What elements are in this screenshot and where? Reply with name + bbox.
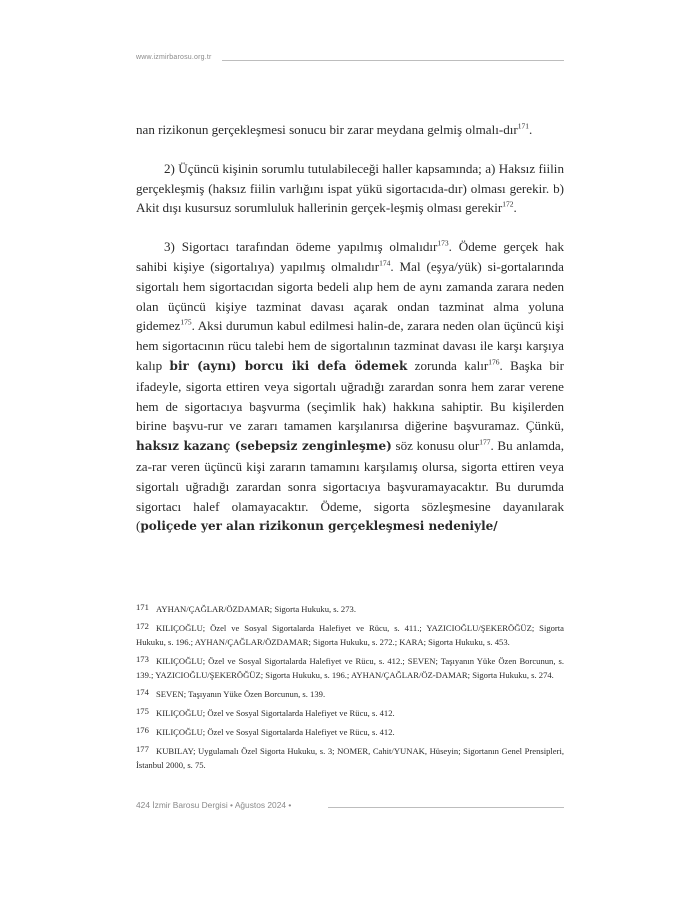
footnote-text: KILIÇOĞLU; Özel ve Sosyal Sigortalarda Halefiyet ve Rücu, s. 412.	[156, 727, 395, 737]
footnote-177	[136, 744, 564, 772]
footnote-number: 177	[136, 744, 149, 754]
footnote-number: 176	[136, 725, 149, 735]
footer-rule	[328, 807, 564, 808]
page-footer	[136, 800, 564, 814]
main-text	[136, 120, 564, 537]
footnote-ref-174: 174	[379, 258, 391, 268]
footnote-number: 175	[136, 706, 149, 716]
footnote-number: 174	[136, 687, 149, 697]
footnote-text: KILIÇOĞLU; Özel ve Sosyal Sigortalarda Halefiyet ve Rücu, s. 412.; SEVEN; Taşıyanın Yüke Özen Borcunun, s. 139.; YAZICIOĞLU/ŞEKERÖĞÜZ; Sigorta Hukuku, s. 196.; AYHAN/ÇAĞLAR/ÖZ-DAMAR; Sigorta Hukuku, s. 274.	[136, 656, 564, 680]
footnote-ref-173: 173	[437, 238, 449, 248]
header-rule	[222, 60, 564, 61]
footnote-172	[136, 621, 564, 649]
bold-phrase-2: haksız kazanç (sebepsiz zenginleşme)	[136, 439, 392, 454]
footnote-ref-175: 175	[180, 318, 192, 328]
footnote-175	[136, 706, 564, 720]
footnote-text: KUBILAY; Uygulamalı Özel Sigorta Hukuku, s. 3; NOMER, Cahit/YUNAK, Hüseyin; Sigortanın Genel Prensipleri, İstanbul 2000, s. 75.	[136, 746, 564, 770]
footnotes	[136, 602, 564, 777]
footnote-text: KILIÇOĞLU; Özel ve Sosyal Sigortalarda Halefiyet ve Rücu, s. 412.	[156, 708, 395, 718]
footnote-ref-177: 177	[479, 437, 491, 447]
footnote-text: SEVEN; Taşıyanın Yüke Özen Borcunun, s. 139.	[156, 689, 326, 699]
footnote-ref-176: 176	[488, 357, 500, 367]
footnote-ref-171: 171	[517, 121, 530, 131]
footnote-number: 173	[136, 654, 149, 664]
footnote-174	[136, 687, 564, 701]
footnote-176	[136, 725, 564, 739]
footnote-number: 171	[136, 602, 149, 612]
bold-phrase-1: bir (aynı) borcu iki defa ödemek	[169, 358, 408, 373]
site-url: www.izmirbarosu.org.tr	[136, 54, 212, 61]
footnote-text: KILIÇOĞLU; Özel ve Sosyal Sigortalarda Halefiyet ve Rücu, s. 411.; YAZICIOĞLU/ŞEKERÖĞÜZ; Sigorta Hukuku, s. 196.; AYHAN/ÇAĞLAR/ÖZDAMAR; Sigorta Hukuku, s. 272.; KARA; Sigorta Hukuku, s. 453.	[136, 623, 564, 647]
footnote-173	[136, 654, 564, 682]
paragraph-1: nan rizikonun gerçekleşmesi sonucu bir zarar meydana gelmiş olmalı-dır$^{171}$.	[136, 121, 533, 137]
page-header	[136, 54, 564, 66]
footnote-ref-172: 172	[502, 200, 514, 210]
paragraph-2: 2) Üçüncü kişinin sorumlu tutulabileceği haller kapsamında; a) Haksız fiilin gerçekleşmiş (haksız fiilin varlığını ispat yükü sigortacıda-dır) olması gerekir. b) Akit dışı kusursuz sorumluluk hallerinin gerçek-leşmiş olması gerekir$^{172}$.	[136, 160, 564, 216]
footnote-text: AYHAN/ÇAĞLAR/ÖZDAMAR; Sigorta Hukuku, s. 273.	[156, 604, 356, 614]
footnote-number: 172	[136, 621, 149, 631]
footer-text: 424 İzmir Barosu Dergisi • Ağustos 2024 •	[136, 800, 292, 810]
bold-phrase-3: poliçede yer alan rizikonun gerçekleşmesi nedeniyle/	[140, 519, 498, 534]
footnote-171	[136, 602, 564, 616]
paragraph-3: 3) Sigortacı tarafından ödeme yapılmış olmalıdır$^{173}$. Ödeme gerçek hak sahibi kişiye (sigortalıya) yapılmış olmalıdır$^{174}$. Mal (eşya/yük) si-gortalarında sigortalı hem sigortacıdan sigorta bedeli alıp hem de aynı zamanda zarara neden olan üçüncü kişiye tazminat davası açarak ondan tazminat alma yoluna gidemez$^{175}$. Aksi durumun kabul edilmesi halin-de, zarara neden olan üçüncü kişi hem sigortacının rücu talebi hem de sigortalının tazminat davası ile karşı karşıya kalıp bir (aynı) borcu iki defa ödemek zorunda kalır$^{176}$. Başka bir ifadeyle, sigorta ettiren veya sigortalı uğradığı zarardan sonra hem zarar verene hem de sigortacıya başvurma (seçimlik hak) hakkına sahiptir. Bu kişilerden birine başvu-rur ve zararı tamamen karşılanırsa diğerine başvuramaz. Çünkü, haksız kazanç (sebepsiz zenginleşme) söz konusu olur$^{177}$. Bu anlamda, za-rar veren üçüncü kişi zararın tamamını karşılamış olursa, sigorta ettiren veya sigortalı uğradığı zarardan sonra sigortacıya başvuramayacaktır. Bu durumda sigortacı halef olamayacaktır. Ödeme, sigorta sözleşmesine dayanılarak (poliçede yer alan rizikonun gerçekleşmesi nedeniyle/	[136, 238, 564, 534]
